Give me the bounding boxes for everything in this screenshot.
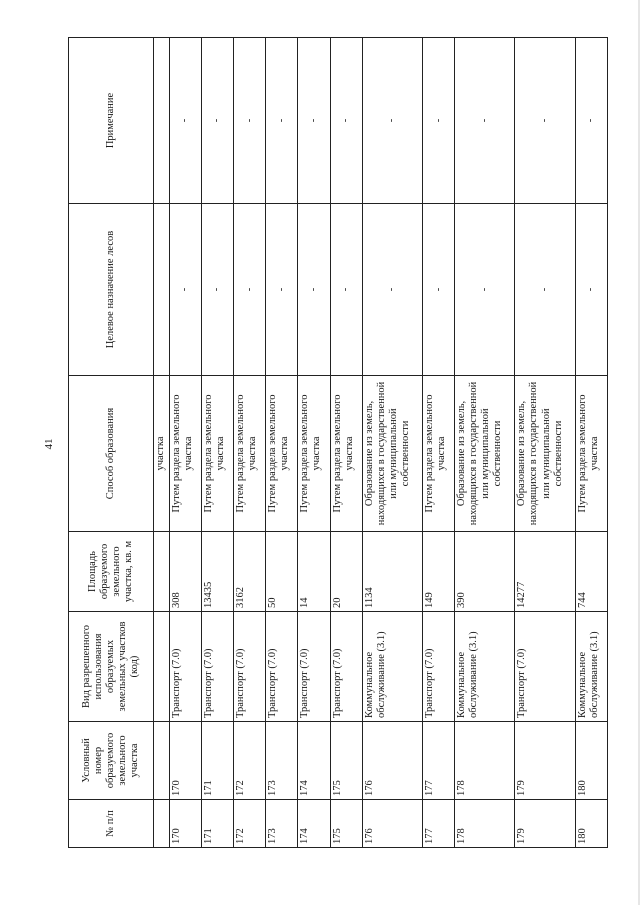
header-cell: Вид разрешенного использования образуемых земельных участков (код) xyxy=(69,612,154,722)
method-cell: Путем раздела земельного участка xyxy=(201,376,233,532)
land-use-cell: Коммунальное обслуживание (3.1) xyxy=(362,612,422,722)
note-cell: - xyxy=(362,38,422,204)
forest-purpose-cell: - xyxy=(515,204,575,376)
table-cell xyxy=(154,722,170,800)
table-row xyxy=(330,38,362,848)
area-cell: 14277 xyxy=(515,532,575,612)
plot-id-cell: 177 xyxy=(423,722,455,800)
area-cell: 1134 xyxy=(362,532,422,612)
row-number-cell: 175 xyxy=(330,800,362,848)
plot-id-cell: 172 xyxy=(234,722,266,800)
plot-id-cell: 171 xyxy=(201,722,233,800)
table-body xyxy=(154,38,608,848)
method-cell: Путем раздела земельного участка xyxy=(330,376,362,532)
row-number-cell: 180 xyxy=(575,800,607,848)
land-use-cell: Транспорт (7.0) xyxy=(169,612,201,722)
forest-purpose-cell: - xyxy=(455,204,515,376)
forest-purpose-cell: - xyxy=(330,204,362,376)
method-cell: Путем раздела земельного участка xyxy=(234,376,266,532)
table-row xyxy=(201,38,233,848)
land-use-cell: Транспорт (7.0) xyxy=(298,612,330,722)
note-cell: - xyxy=(330,38,362,204)
forest-purpose-cell: - xyxy=(266,204,298,376)
area-cell: 390 xyxy=(455,532,515,612)
area-cell: 149 xyxy=(423,532,455,612)
header-cell: Примечание xyxy=(69,38,154,204)
note-cell: - xyxy=(201,38,233,204)
table-cell xyxy=(154,612,170,722)
method-cell: Образование из земель, находящихся в государственной или муниципальной собственности xyxy=(362,376,422,532)
table-row xyxy=(362,38,422,848)
area-cell: 14 xyxy=(298,532,330,612)
row-number-cell: 174 xyxy=(298,800,330,848)
forest-purpose-cell: - xyxy=(575,204,607,376)
plot-id-cell: 176 xyxy=(362,722,422,800)
note-cell: - xyxy=(234,38,266,204)
forest-purpose-cell: - xyxy=(234,204,266,376)
header-cell: Условный номер образуемого земельного участка xyxy=(69,722,154,800)
rotated-table-area xyxy=(68,38,608,848)
area-cell: 3162 xyxy=(234,532,266,612)
forest-purpose-cell: - xyxy=(298,204,330,376)
header-cell: Целевое назначение лесов xyxy=(69,204,154,376)
table-row xyxy=(266,38,298,848)
plot-id-cell: 179 xyxy=(515,722,575,800)
page-number: 41 xyxy=(43,438,55,450)
table-row xyxy=(423,38,455,848)
rotated-table-container xyxy=(68,38,608,848)
method-cell: Путем раздела земельного участка xyxy=(575,376,607,532)
note-cell: - xyxy=(515,38,575,204)
plot-id-cell: 180 xyxy=(575,722,607,800)
plot-id-cell: 175 xyxy=(330,722,362,800)
table-cell xyxy=(154,204,170,376)
row-number-cell: 170 xyxy=(169,800,201,848)
land-use-cell: Транспорт (7.0) xyxy=(423,612,455,722)
row-number-cell: 171 xyxy=(201,800,233,848)
note-cell: - xyxy=(455,38,515,204)
forest-purpose-cell: - xyxy=(169,204,201,376)
header-cell: Способ образования xyxy=(69,376,154,532)
area-cell: 20 xyxy=(330,532,362,612)
row-number-cell: 178 xyxy=(455,800,515,848)
land-plots-table xyxy=(68,37,608,848)
plot-id-cell: 174 xyxy=(298,722,330,800)
method-cell: Путем раздела земельного участка xyxy=(298,376,330,532)
plot-id-cell: 178 xyxy=(455,722,515,800)
note-cell: - xyxy=(298,38,330,204)
note-cell: - xyxy=(423,38,455,204)
forest-purpose-cell: - xyxy=(201,204,233,376)
table-cell xyxy=(154,532,170,612)
table-cell xyxy=(154,800,170,848)
area-cell: 744 xyxy=(575,532,607,612)
method-cell: Образование из земель, находящихся в государственной или муниципальной собственности xyxy=(455,376,515,532)
land-use-cell: Коммунальное обслуживание (3.1) xyxy=(455,612,515,722)
method-cell: Образование из земель, находящихся в государственной или муниципальной собственности xyxy=(515,376,575,532)
row-number-cell: 173 xyxy=(266,800,298,848)
table-row xyxy=(575,38,607,848)
table-header-row xyxy=(69,38,154,848)
area-cell: 50 xyxy=(266,532,298,612)
plot-id-cell: 173 xyxy=(266,722,298,800)
row-number-cell: 177 xyxy=(423,800,455,848)
method-cell: Путем раздела земельного участка xyxy=(169,376,201,532)
row-number-cell: 176 xyxy=(362,800,422,848)
forest-purpose-cell: - xyxy=(423,204,455,376)
header-cell: Площадь образуемого земельного участка, кв. м xyxy=(69,532,154,612)
table-cell-method: участка xyxy=(154,376,170,532)
continuation-row xyxy=(154,38,170,848)
land-use-cell: Транспорт (7.0) xyxy=(330,612,362,722)
area-cell: 308 xyxy=(169,532,201,612)
table-row xyxy=(515,38,575,848)
plot-id-cell: 170 xyxy=(169,722,201,800)
note-cell: - xyxy=(169,38,201,204)
land-use-cell: Транспорт (7.0) xyxy=(234,612,266,722)
land-use-cell: Транспорт (7.0) xyxy=(515,612,575,722)
row-number-cell: 172 xyxy=(234,800,266,848)
table-row xyxy=(455,38,515,848)
area-cell: 13435 xyxy=(201,532,233,612)
header-cell: № п/п xyxy=(69,800,154,848)
land-use-cell: Транспорт (7.0) xyxy=(266,612,298,722)
table-cell xyxy=(154,38,170,204)
table-row xyxy=(169,38,201,848)
method-cell: Путем раздела земельного участка xyxy=(423,376,455,532)
note-cell: - xyxy=(575,38,607,204)
note-cell: - xyxy=(266,38,298,204)
table-row xyxy=(298,38,330,848)
land-use-cell: Коммунальное обслуживание (3.1) xyxy=(575,612,607,722)
forest-purpose-cell: - xyxy=(362,204,422,376)
method-cell: Путем раздела земельного участка xyxy=(266,376,298,532)
row-number-cell: 179 xyxy=(515,800,575,848)
table-row xyxy=(234,38,266,848)
land-use-cell: Транспорт (7.0) xyxy=(201,612,233,722)
